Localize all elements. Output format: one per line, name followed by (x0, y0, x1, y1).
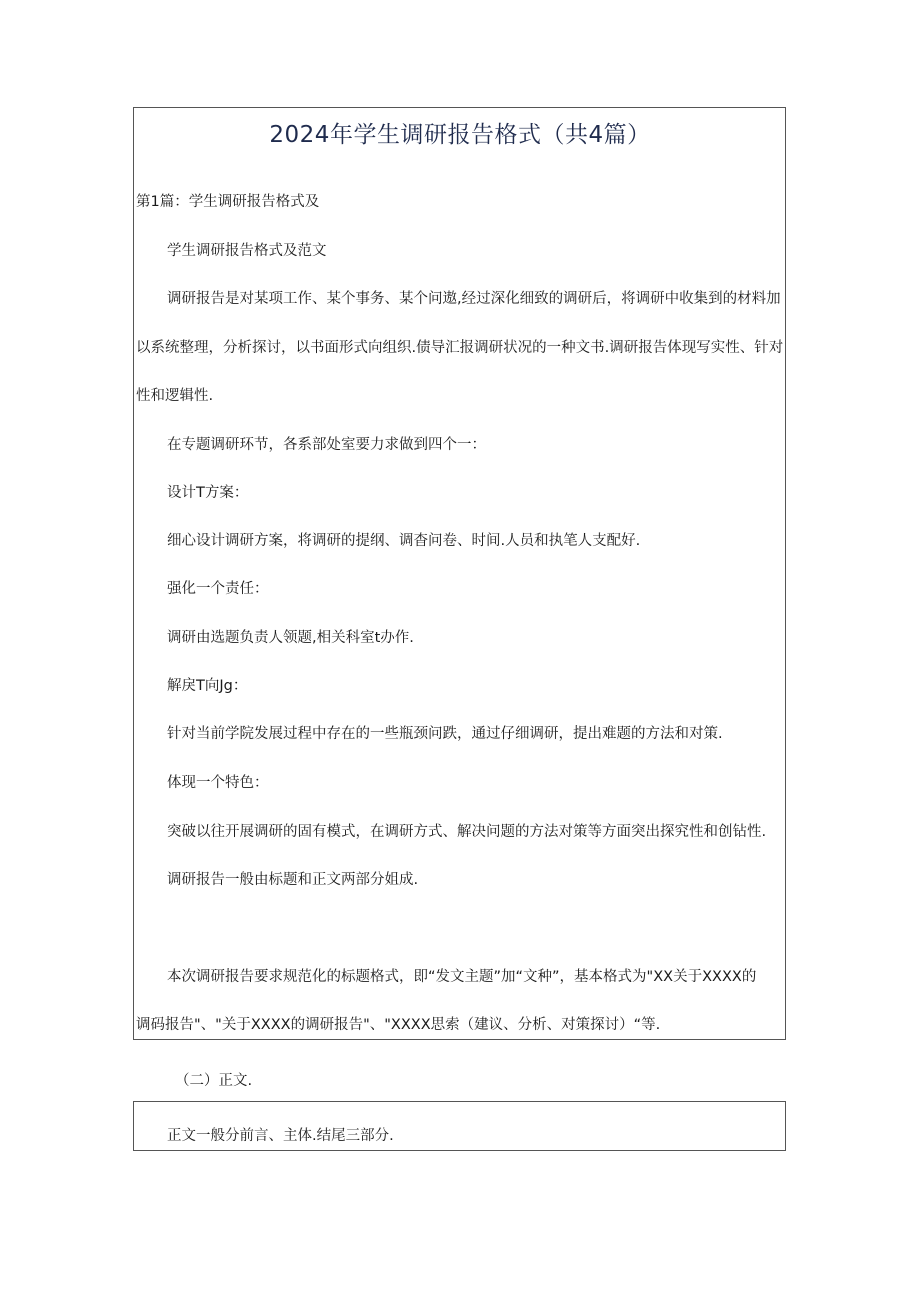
item-3-text: 针对当前学院发展过程中存在的一些瓶颈问跌，通过仔细调研，提出难题的方法和对策. (167, 726, 723, 742)
section-2-text: 正文一般分前言、主体.结尾三部分. (167, 1128, 394, 1144)
document-title: 2024年学生调研报告格式（共4篇） (269, 122, 651, 148)
section-2-heading: （二）正文. (175, 1073, 253, 1089)
paragraph-4-line-1: 本次调研报告要求规范化的标题格式，即“发文主题”加“文种”，基本格式为"XX关于XXXX的 (167, 969, 757, 985)
item-1-label: 设计T方案： (167, 485, 249, 501)
section-1-heading: 第1篇：学生调研报告格式及 (136, 194, 320, 210)
item-4-text: 突破以往开展调研的固有模式，在调研方式、解决问题的方法对策等方面突出探究性和创钻性. (167, 824, 767, 840)
item-1-text: 细心设计调研方案，将调研的提纲、调杳问卷、时间.人员和执笔人支配好. (167, 533, 641, 549)
paragraph-1-line-1: 调研报告是对某项工作、某个事务、某个问遨,经过深化细致的调研后，将调研中收集到的材料加 (167, 291, 781, 307)
paragraph-4-line-2: 调码报告"、"关于XXXX的调研报告"、"XXXX思索（建议、分析、对策探讨）“等. (136, 1017, 661, 1033)
paragraph-1-line-2: 以系统整理，分析探讨，以书面形式向组织.债导汇报调研状况的一种文书.调研报告体现写实性、针对 (136, 340, 784, 356)
paragraph-3: 调研报告一般由标题和正文两部分姐成. (167, 872, 419, 888)
paragraph-1-line-3: 性和逻辑性. (136, 388, 214, 404)
item-3-label: 解戾T向Jg： (167, 678, 248, 694)
item-2-text: 调研由选题负责人领题,相关科室t办作. (167, 630, 414, 646)
section-1-subtitle: 学生调研报告格式及范文 (167, 243, 327, 259)
item-2-label: 强化一个责任： (167, 581, 269, 597)
item-4-label: 体现一个特色： (167, 775, 269, 791)
paragraph-2: 在专题调研环节，各系部处室要力求做到四个一： (167, 437, 486, 453)
